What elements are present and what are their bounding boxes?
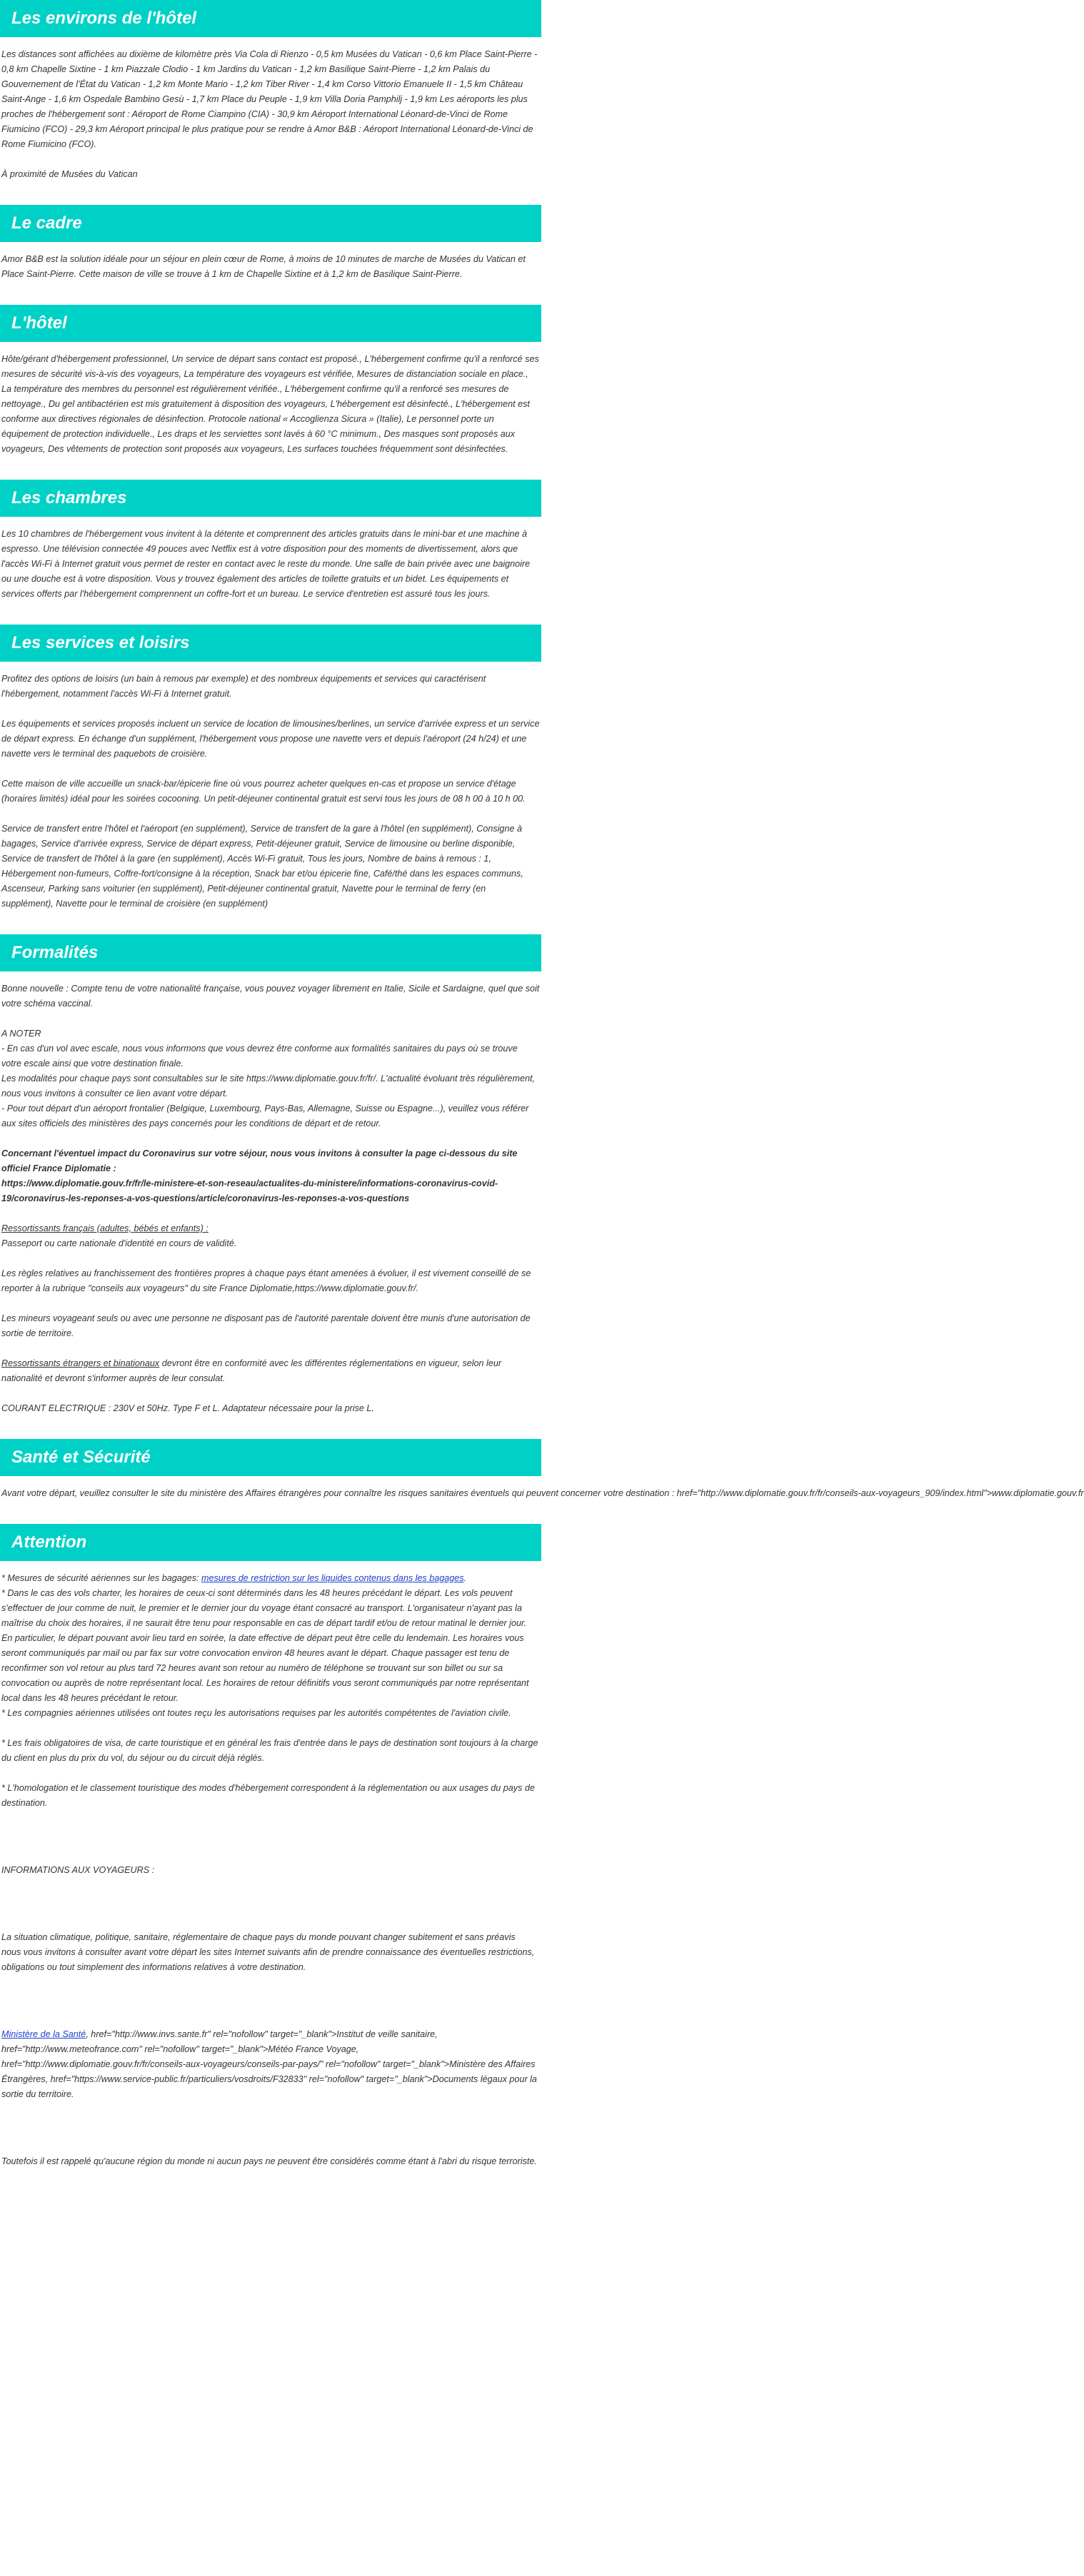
section-hotel xyxy=(0,305,541,464)
ministry-health-link[interactable]: Ministère de la Santé xyxy=(1,2029,86,2039)
attention-terrorism: Toutefois il est rappelé qu'aucune région du monde ni aucun pays ne peuvent être considérés comme étant à l'abri du risque terroriste. xyxy=(1,2156,537,2166)
services-equipment: Les équipements et services proposés incluent un service de location de limousines/berlines, un service d'arrivée express et un service de départ express. En échange d'un supplément, l'hébergement vous propose une navette vers et depuis l'aéroport (24 h/24) et une navette vers le terminal des paquebots de croisière. xyxy=(1,719,540,759)
chambres-text: Les 10 chambres de l'hébergement vous invitent à la détente et comprennent des articles gratuits dans le mini-bar et une machine à espresso. Une télévision connectée 49 pouces avec Netflix est à votre disposition pour des moments de divertissement, alors que l'accès Wi-Fi à Internet gratuit vous permet de rester en contact avec le reste du monde. Une salle de bain privée avec une baignoire ou une douche est à votre disposition. Vous y trouvez également des articles de toilette gratuits et un bidet. Les équipements et services offerts par l'hébergement comprennent un coffre-fort et un bureau. Le service d'entretien est assuré tous les jours. xyxy=(1,529,531,599)
formalites-note: A NOTER - En cas d'un vol avec escale, nous vous informons que vous devrez être conforme aux formalités sanitaires du pays où se trouve votre escale ainsi que votre destination finale. Les modalités pour chaque pays sont consultables sur le site https://www.diplomatie.gouv.fr/fr/. L'actualité évoluant très régulièrement, nous vous invitons à consulter ce lien avant votre départ. - Pour tout départ d'un aéroport frontalier (Belgique, Luxembourg, Pays-Bas, Allemagne, Suisse ou Espagne...), veuillez vous référer aux sites officiels des ministères des pays concernés pour les conditions de départ et de retour. xyxy=(1,1029,535,1128)
french-nationals-heading: Ressortissants français (adultes, bébés et enfants) : xyxy=(1,1223,209,1233)
section-body xyxy=(0,37,541,189)
services-snack: Cette maison de ville accueille un snack-bar/épicerie fine où vous pourrez acheter quelques en-cas et propose un service d'étage (horaires limités) idéal pour les soirées cocooning. Un petit-déjeuner continental gratuit est servi tous les jours de 08 h 00 à 10 h 00. xyxy=(1,779,526,804)
cadre-text: Amor B&B est la solution idéale pour un séjour en plein cœur de Rome, à moins de 10 minutes de marche de Musées du Vatican et Place Saint-Pierre. Cette maison de ville se trouve à 1 km de Chapelle Sixtine et à 1,2 km de Basilique Saint-Pierre. xyxy=(1,254,526,279)
formalites-news: Bonne nouvelle : Compte tenu de votre nationalité française, vous pouvez voyager librement en Italie, Sicile et Sardaigne, quel que soit votre schéma vaccinal. xyxy=(1,984,540,1009)
formalites-minors: Les mineurs voyageant seuls ou avec une personne ne disposant pas de l'autorité parentale doivent être munis d'une autorisation de sortie de territoire. xyxy=(1,1313,531,1338)
attention-info-heading: INFORMATIONS AUX VOYAGEURS : xyxy=(1,1865,155,1875)
formalites-borders: Les règles relatives au franchissement des frontières propres à chaque pays étant amenées à évoluer, il est vivement conseillé de se reporter à la rubrique "conseils aux voyageurs" du site France Diplomatie,https://www.diplomatie.gouv.fr/. xyxy=(1,1268,531,1293)
section-title: Les services et loisirs xyxy=(0,625,541,662)
section-body xyxy=(0,662,541,919)
foreign-nationals-heading: Ressortissants étrangers et binationaux xyxy=(1,1358,160,1368)
formalites-coronavirus: Concernant l'éventuel impact du Coronavirus sur votre séjour, nous vous invitons à consulter la page ci-dessous du site officiel France Diplomatie : https://www.diplomatie.gouv.fr/fr/le-ministere-et-son-reseau/actualites-du-ministere/informations-coronavirus-covid-19/coronavirus-les-reponses-a-vos-questions/article/coronavirus-les-reponses-a-vos-questions xyxy=(1,1148,518,1203)
section-body xyxy=(0,971,541,1423)
attention-visa: * Les frais obligatoires de visa, de carte touristique et en général les frais d'entrée dans le pays de destination sont toujours à la charge du client en plus du prix du vol, du séjour ou du circuit déjà réglés. xyxy=(1,1738,538,1763)
section-body xyxy=(0,1561,541,2176)
section-attention xyxy=(0,1524,541,2176)
environs-distances: Les distances sont affichées au dixième de kilomètre près Via Cola di Rienzo - 0,5 km Musées du Vatican - 0,6 km Place Saint-Pierre - 0,8 km Chapelle Sixtine - 1 km Piazzale Clodio - 1 km Jardins du Vatican - 1,2 km Basilique Saint-Pierre - 1,2 km Palais du Gouvernement de l'État du Vatican - 1,2 km Monte Mario - 1,2 km Tiber River - 1,4 km Corso Vittorio Emanuele II - 1,5 km Château Saint-Ange - 1,6 km Ospedale Bambino Gesù - 1,7 km Place du Peuple - 1,9 km Villa Doria Pamphilj - 1,9 km Les aéroports les plus proches de l'hébergement sont : Aéroport de Rome Ciampino (CIA) - 30,9 km Aéroport International Léonard-de-Vinci de Rome Fiumicino (FCO) - 29,3 km Aéroport principal le plus pratique pour se rendre à Amor B&B : Aéroport International Léonard-de-Vinci de Rome Fiumicino (FCO). xyxy=(1,49,538,149)
formalites-electricity: COURANT ELECTRIQUE : 230V et 50Hz. Type F et L. Adaptateur nécessaire pour la prise L. xyxy=(1,1403,374,1413)
section-title: Les chambres xyxy=(0,480,541,517)
section-title: Attention xyxy=(0,1524,541,1561)
attention-links-text: , href="http://www.invs.sante.fr" rel="nofollow" target="_blank">Institut de veille sanitaire, href="http://www.meteofrance.com" rel="nofollow" target="_blank">Météo France Voyage, href="http://www.diplomatie.gouv.fr/fr/conseils-aux-voyageurs/conseils-par-pays/" rel="nofollow" target="_blank">Ministère des Affaires Étrangères, href="https://www.service-public.fr/particuliers/vosdroits/F32833" rel="nofollow" target="_blank">Documents légaux pour la sortie du territoire. xyxy=(1,2029,537,2099)
attention-flights-text: . * Dans le cas des vols charter, les horaires de ceux-ci sont déterminés dans les 48 heures précédant le départ. Les vols peuvent s'effectuer de jour comme de nuit, le premier et le dernier jour du voyage étant consacré au transport. L'organisateur n'ayant pas la maîtrise du choix des horaires, il ne saurait être tenu pour responsable en cas de départ tardif et/ou de retour matinal le dernier jour. En particulier, le départ pouvant avoir lieu tard en soirée, la date effective de départ peut être celle du lendemain. Les horaires vous seront communiqués par mail ou par fax sur votre convocation environ 48 heures avant le départ. Chaque passager est tenu de reconfirmer son vol retour au plus tard 72 heures avant son retour au numéro de téléphone se trouvant sur son billet ou sur sa convocation ou auprès de notre représentant local. Les horaires de retour définitifs vous seront communiqués par notre représentant local dans les 48 heures précédant le retour. * Les compagnies aériennes utilisées ont toutes reçu les autorisations requises par les autorités compétentes de l'aviation civile. xyxy=(1,1573,529,1718)
attention-flights xyxy=(1,1571,540,1721)
sante-text: Avant votre départ, veuillez consulter le site du ministère des Affaires étrangères pour connaître les risques sanitaires éventuels qui peuvent concerner votre destination : href="http://www.diplomatie.gouv.fr/fr/conseils-aux-voyageurs_909/index.html">www.diplomatie.gouv.fr xyxy=(1,1488,1084,1498)
french-nationals-text: Passeport ou carte nationale d'identité en cours de validité. xyxy=(1,1238,237,1248)
attention-classification: * L'homologation et le classement touristique des modes d'hébergement correspondent à la réglementation ou aux usages du pays de destination. xyxy=(1,1783,535,1808)
attention-links xyxy=(1,2027,540,2102)
section-title: Santé et Sécurité xyxy=(0,1439,541,1476)
section-cadre xyxy=(0,205,541,289)
section-environs xyxy=(0,0,541,189)
formalites-french-nationals xyxy=(1,1221,540,1251)
section-title: Le cadre xyxy=(0,205,541,242)
section-chambres xyxy=(0,480,541,609)
spacer xyxy=(1,1990,540,2027)
liquids-restriction-link[interactable]: mesures de restriction sur les liquides contenus dans les bagages xyxy=(201,1573,464,1583)
spacer xyxy=(1,1826,540,1863)
spacer xyxy=(1,2117,540,2154)
section-body xyxy=(0,517,541,609)
attention-baggage-prefix: * Mesures de sécurité aériennes sur les bagages: xyxy=(1,1573,202,1583)
section-title: Formalités xyxy=(0,934,541,971)
hotel-text: Hôte/gérant d'hébergement professionnel, Un service de départ sans contact est proposé., L'hébergement confirme qu'il a renforcé ses mesures de sécurité vis-à-vis des voyageurs, La température des voyageurs est vérifiée, Mesures de distanciation sociale en place., La température des membres du personnel est régulièrement vérifiée., L'hébergement confirme qu'il a renforcé ses mesures de nettoyage., Du gel antibactérien est mis gratuitement à disposition des voyageurs, L'hébergement est désinfecté., L'hébergement est conforme aux directives régionales de désinfection. Protocole national « Accoglienza Sicura » (Italie), Le personnel porte un équipement de protection individuelle., Les draps et les serviettes sont lavés à 60 °C minimum., Des masques sont proposés aux voyageurs, Des vêtements de protection sont proposés aux voyageurs, Les surfaces touchées fréquemment sont désinfectées. xyxy=(1,354,539,454)
section-body xyxy=(0,342,541,464)
services-list: Service de transfert entre l'hôtel et l'aéroport (en supplément), Service de transfert de la gare à l'hôtel (en supplément), Consigne à bagages, Service d'arrivée express, Service de départ express, Petit-déjeuner gratuit, Service de limousine ou berline disponible, Service de transfert de l'hôtel à la gare (en supplément), Accès Wi-Fi gratuit, Tous les jours, Nombre de bains à remous : 1, Hébergement non-fumeurs, Coffre-fort/consigne à la réception, Snack bar et/ou épicerie fine, Café/thé dans les espaces communs, Ascenseur, Parking sans voiturier (en supplément), Petit-déjeuner continental gratuit, Navette pour le terminal de ferry (en supplément), Navette pour le terminal de croisière (en supplément) xyxy=(1,824,523,909)
environs-proximity: À proximité de Musées du Vatican xyxy=(1,169,138,179)
spacer xyxy=(1,1893,540,1930)
section-title: L'hôtel xyxy=(0,305,541,342)
formalites-foreign-nationals xyxy=(1,1356,540,1386)
section-body xyxy=(0,1476,1084,1508)
section-title: Les environs de l'hôtel xyxy=(0,0,541,37)
services-intro: Profitez des options de loisirs (un bain à remous par exemple) et des nombreux équipements et services qui caractérisent l'hébergement, notamment l'accès Wi-Fi à Internet gratuit. xyxy=(1,674,486,699)
section-formalites xyxy=(0,934,541,1423)
attention-situation: La situation climatique, politique, sanitaire, réglementaire de chaque pays du monde pouvant changer subitement et sans préavis nous vous invitons à consulter avant votre départ les sites Internet suivants afin de prendre connaissance des éventuelles restrictions, obligations ou tout simplement des informations relatives à votre destination. xyxy=(1,1932,535,1972)
section-sante xyxy=(0,1439,1084,1508)
foreign-nationals-text: devront être en conformité avec les différentes réglementations en vigueur, selon leur nationalité et devront s'informer auprès de leur consulat. xyxy=(1,1358,502,1383)
section-body xyxy=(0,242,541,289)
section-services xyxy=(0,625,541,919)
